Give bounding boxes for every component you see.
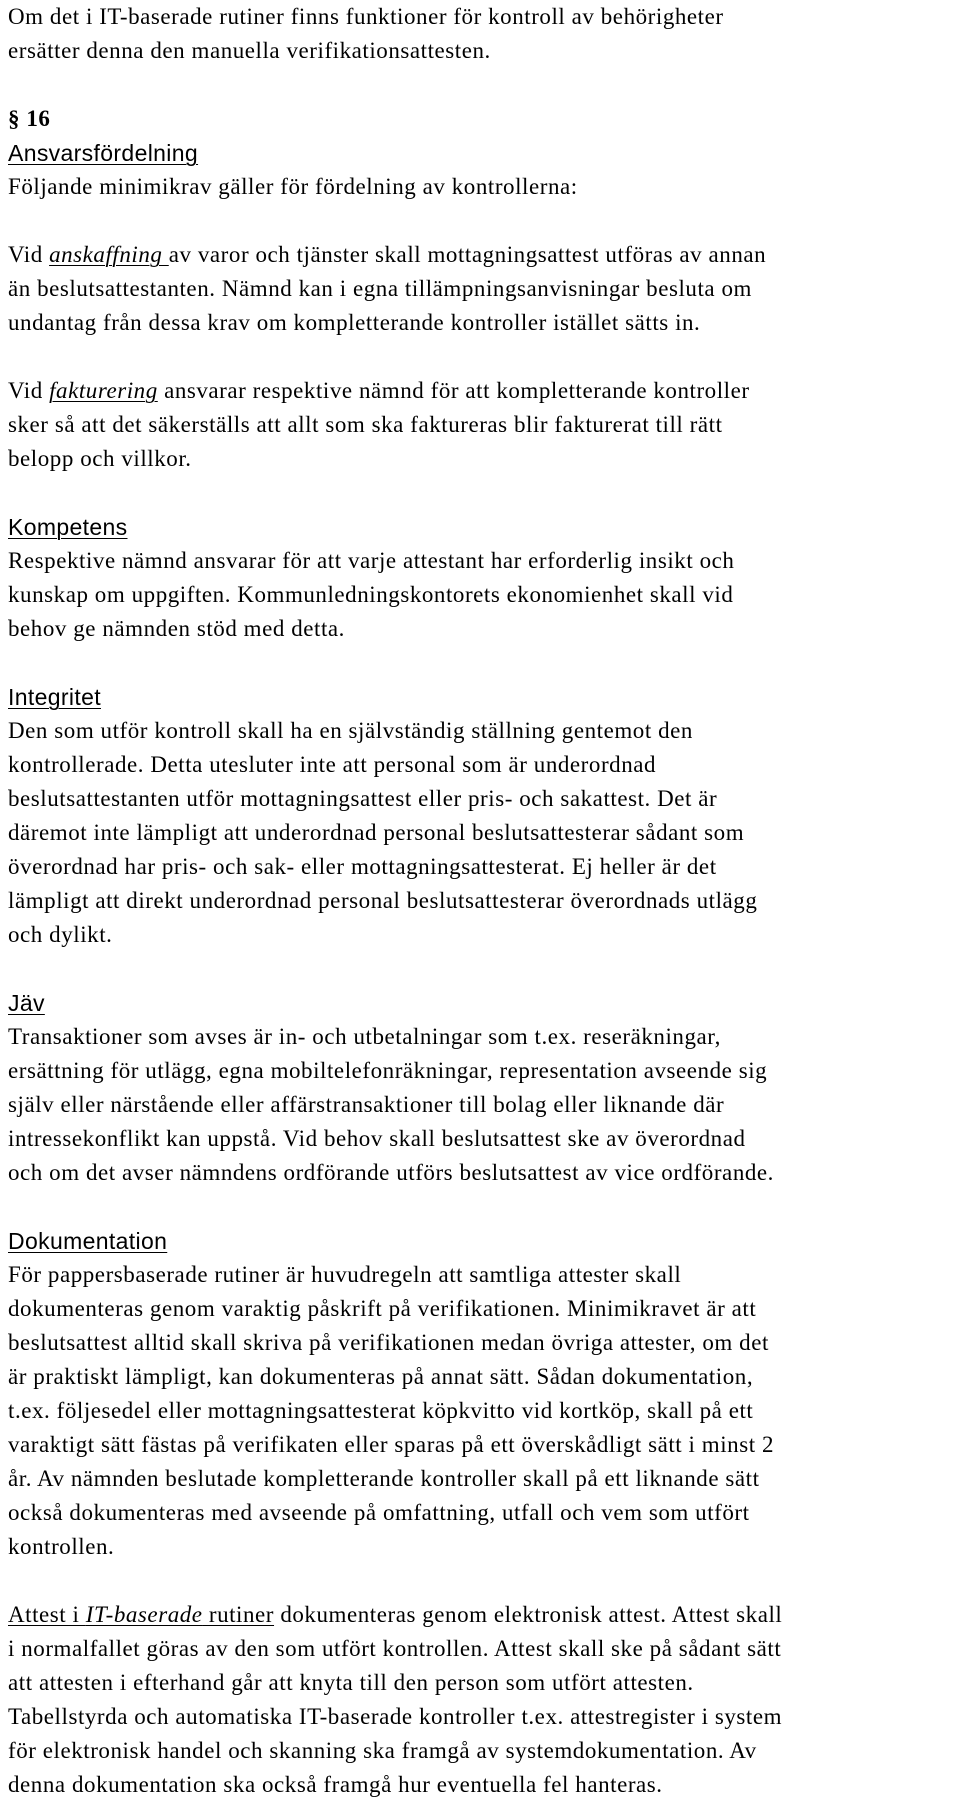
section-number: § 16 bbox=[8, 106, 51, 131]
text-line: ersätter denna den manuella verifikationsattesten. bbox=[8, 38, 491, 63]
it-attest-label-italic: IT-baserade bbox=[85, 1602, 203, 1627]
text-line: Transaktioner som avses är in- och utbetalningar som t.ex. reseräkningar, bbox=[8, 1024, 721, 1049]
fakturering-prefix: Vid bbox=[8, 378, 50, 403]
fakturering-keyword: fakturering bbox=[49, 378, 158, 403]
section-header bbox=[8, 102, 952, 204]
text-line: och om det avser nämndens ordförande utförs beslutsattest av vice ordförande. bbox=[8, 1160, 774, 1185]
text-line: För pappersbaserade rutiner är huvudregeln att samtliga attester skall bbox=[8, 1262, 682, 1287]
intro-paragraph bbox=[8, 0, 952, 68]
kompetens-section bbox=[8, 510, 952, 646]
text-line: varaktigt sätt fästas på verifikaten eller sparas på ett överskådligt sätt i minst 2 bbox=[8, 1432, 775, 1457]
anskaffning-keyword: anskaffning bbox=[49, 242, 169, 267]
anskaffning-rest: av varor och tjänster skall mottagningsattest utföras av annan bbox=[168, 242, 767, 267]
it-attest-label-part: Attest i bbox=[8, 1602, 86, 1627]
jav-section bbox=[8, 986, 952, 1190]
text-line: sker så att det säkerställs att allt som ska faktureras blir fakturerat till rätt bbox=[8, 412, 723, 437]
it-attest-label bbox=[8, 1602, 274, 1627]
kompetens-heading: Kompetens bbox=[8, 514, 128, 540]
text-line: denna dokumentation ska också framgå hur eventuella fel hanteras. bbox=[8, 1772, 663, 1797]
fakturering-rest: ansvarar respektive nämnd för att kompletterande kontroller bbox=[157, 378, 750, 403]
it-attest-label-part: rutiner bbox=[202, 1602, 275, 1627]
section-title: Ansvarsfördelning bbox=[8, 140, 199, 166]
text-line: att attesten i efterhand går att knyta till den person som utfört attesten. bbox=[8, 1670, 694, 1695]
text-line: överordnad har pris- och sak- eller mottagningsattesterat. Ej heller är det bbox=[8, 854, 717, 879]
text-line: undantag från dessa krav om kompletterande kontroller istället sätts in. bbox=[8, 310, 701, 335]
text-line: behov ge nämnden stöd med detta. bbox=[8, 616, 345, 641]
text-line: år. Av nämnden beslutade kompletterande kontroller skall på ett liknande sätt bbox=[8, 1466, 760, 1491]
text-line bbox=[8, 374, 952, 408]
text-line: också dokumenteras med avseende på omfattning, utfall och vem som utfört bbox=[8, 1500, 750, 1525]
text-line: än beslutsattestanten. Nämnd kan i egna tillämpningsanvisningar besluta om bbox=[8, 276, 752, 301]
text-line: i normalfallet göras av den som utfört kontrollen. Attest skall ske på sådant sätt bbox=[8, 1636, 782, 1661]
text-line: lämpligt att direkt underordnad personal beslutsattesterar överordnads utlägg bbox=[8, 888, 758, 913]
text-line: Tabellstyrda och automatiska IT-baserade kontroller t.ex. attestregister i system bbox=[8, 1704, 783, 1729]
text-line: Om det i IT-baserade rutiner finns funktioner för kontroll av behörigheter bbox=[8, 4, 724, 29]
dokumentation-heading: Dokumentation bbox=[8, 1228, 168, 1254]
text-line: för elektronisk handel och skanning ska framgå av systemdokumentation. Av bbox=[8, 1738, 757, 1763]
text-line: Respektive nämnd ansvarar för att varje attestant har erforderlig insikt och bbox=[8, 548, 735, 573]
text-line: ersättning för utlägg, egna mobiltelefonräkningar, representation avseende sig bbox=[8, 1058, 768, 1083]
text-line: kontrollen. bbox=[8, 1534, 115, 1559]
it-attest-rest: dokumenteras genom elektronisk attest. Attest skall bbox=[274, 1602, 783, 1627]
text-line: själv eller närstående eller affärstransaktioner till bolag eller liknande där bbox=[8, 1092, 725, 1117]
text-line: däremot inte lämpligt att underordnad personal beslutsattesterar sådant som bbox=[8, 820, 745, 845]
text-line: beslutsattest alltid skall skriva på verifikationen medan övriga attester, om det bbox=[8, 1330, 769, 1355]
text-line: kontrollerade. Detta utesluter inte att personal som är underordnad bbox=[8, 752, 657, 777]
integritet-section bbox=[8, 680, 952, 952]
text-line bbox=[8, 238, 952, 272]
it-attest-section bbox=[8, 1598, 952, 1802]
text-line: är praktiskt lämpligt, kan dokumenteras på annat sätt. Sådan dokumentation, bbox=[8, 1364, 754, 1389]
text-line: och dylikt. bbox=[8, 922, 113, 947]
anskaffning-paragraph bbox=[8, 238, 952, 340]
text-line bbox=[8, 1598, 952, 1632]
text-line: kunskap om uppgiften. Kommunledningskontorets ekonomienhet skall vid bbox=[8, 582, 734, 607]
text-line: dokumenteras genom varaktig påskrift på verifikationen. Minimikravet är att bbox=[8, 1296, 757, 1321]
text-line: belopp och villkor. bbox=[8, 446, 192, 471]
fakturering-paragraph bbox=[8, 374, 952, 476]
jav-heading: Jäv bbox=[8, 990, 45, 1016]
anskaffning-prefix: Vid bbox=[8, 242, 50, 267]
text-line: t.ex. följesedel eller mottagningsattesterat köpkvitto vid kortköp, skall på ett bbox=[8, 1398, 754, 1423]
text-line: intressekonflikt kan uppstå. Vid behov skall beslutsattest ske av överordnad bbox=[8, 1126, 746, 1151]
text-line: beslutsattestanten utför mottagningsattest eller pris- och sakattest. Det är bbox=[8, 786, 718, 811]
section-lead: Följande minimikrav gäller för fördelning av kontrollerna: bbox=[8, 174, 578, 199]
text-line: Den som utför kontroll skall ha en självständig ställning gentemot den bbox=[8, 718, 693, 743]
integritet-heading: Integritet bbox=[8, 684, 101, 710]
dokumentation-section bbox=[8, 1224, 952, 1564]
